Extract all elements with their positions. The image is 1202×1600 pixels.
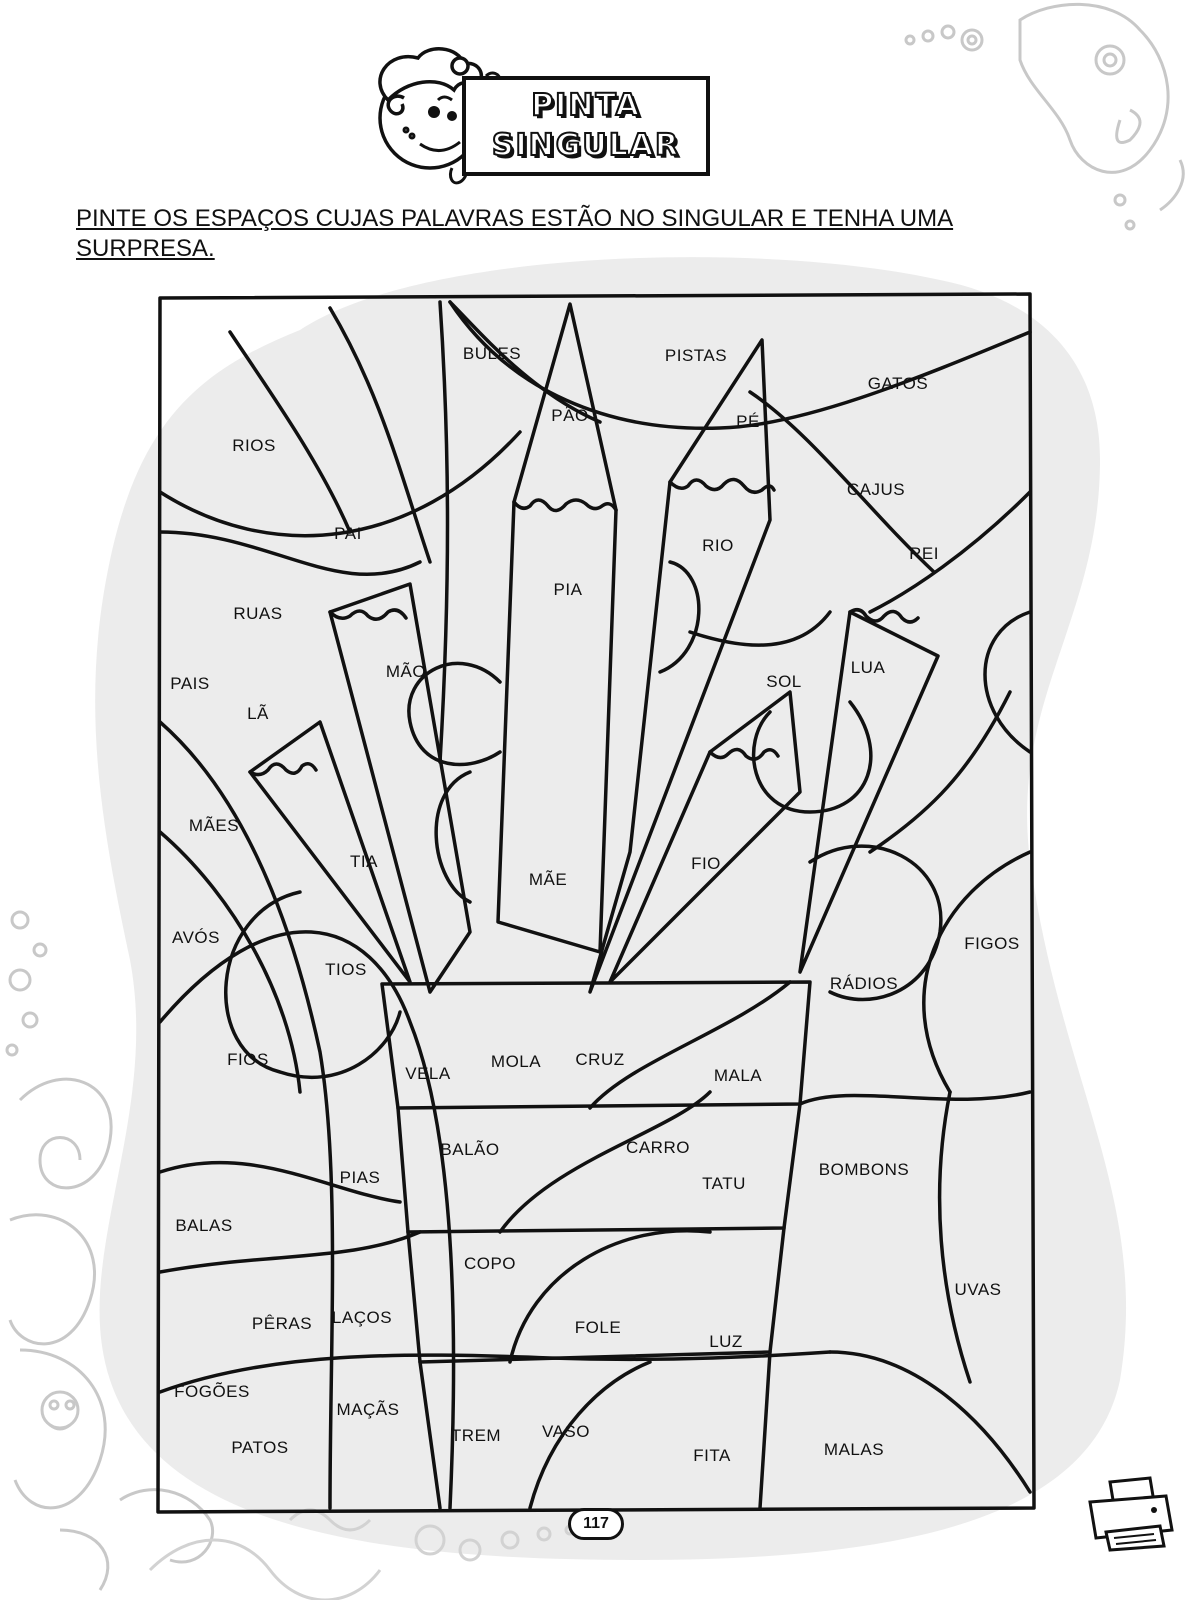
puzzle-word: MÃES [188,816,240,835]
puzzle-word: MÃO [385,662,427,681]
puzzle-word: RUAS [233,604,283,623]
title-line-1: PINTA [531,88,641,123]
puzzle-word: BOMBONS [818,1160,910,1179]
puzzle-word: MÃE [528,870,568,889]
printer-icon [1080,1472,1180,1552]
puzzle-word: TREM [450,1426,502,1445]
puzzle-word: PISTAS [664,346,728,365]
puzzle-word: VASO [542,1422,590,1441]
puzzle-word: FIO [691,854,721,873]
puzzle-word: FIOS [227,1050,269,1069]
puzzle-word: MOLA [490,1052,542,1071]
puzzle-word: TATU [702,1174,746,1193]
coloring-puzzle [150,292,1060,1522]
puzzle-word: SOL [766,672,802,691]
puzzle-word: LUA [850,658,886,677]
puzzle-word: PIA [553,580,583,599]
puzzle-word: MALA [713,1066,763,1085]
puzzle-word: PATOS [231,1438,289,1457]
puzzle-word: PAIS [170,674,210,693]
puzzle-word: LAÇOS [331,1308,393,1327]
title-box [462,76,710,176]
puzzle-word: RIOS [232,436,276,455]
puzzle-word: PÉ [736,412,760,431]
instructions-text: PINTE OS ESPAÇOS CUJAS PALAVRAS ESTÃO NO SINGULAR E TENHA UMA SURPRESA. [76,205,954,262]
puzzle-word: UVAS [954,1280,1002,1299]
puzzle-word: COPO [463,1254,517,1273]
puzzle-word: MAÇÃS [336,1400,400,1419]
puzzle-word: TIA [350,852,378,871]
puzzle-word: REI [909,544,939,563]
puzzle-word: FIGOS [964,934,1020,953]
puzzle-word: RÁDIOS [829,974,899,993]
puzzle-word: FOGÕES [174,1382,250,1401]
puzzle-word: TIOS [325,960,367,979]
puzzle-word: BALÃO [440,1140,500,1159]
puzzle-word: CRUZ [575,1050,625,1069]
puzzle-word: RIO [702,536,734,555]
puzzle-word: FOLE [574,1318,622,1337]
puzzle-word: PÃO [551,406,589,425]
puzzle-word: LUZ [709,1332,743,1351]
puzzle-word: CARRO [626,1138,690,1157]
puzzle-word: BULES [462,344,522,363]
puzzle-word: BALAS [175,1216,233,1235]
page-number: 117 [568,1508,624,1540]
puzzle-word: MALAS [823,1440,885,1459]
title-line-2: SINGULAR [491,128,681,163]
puzzle-word: PAI [334,524,362,543]
puzzle-word: PÊRAS [251,1314,313,1333]
puzzle-word: LÃ [247,704,269,723]
puzzle-word: AVÓS [172,928,220,947]
puzzle-word: GATOS [867,374,929,393]
puzzle-word: CAJUS [846,480,906,499]
puzzle-word: FITA [693,1446,731,1465]
puzzle-word: VELA [405,1064,451,1083]
puzzle-word: PIAS [339,1168,381,1187]
